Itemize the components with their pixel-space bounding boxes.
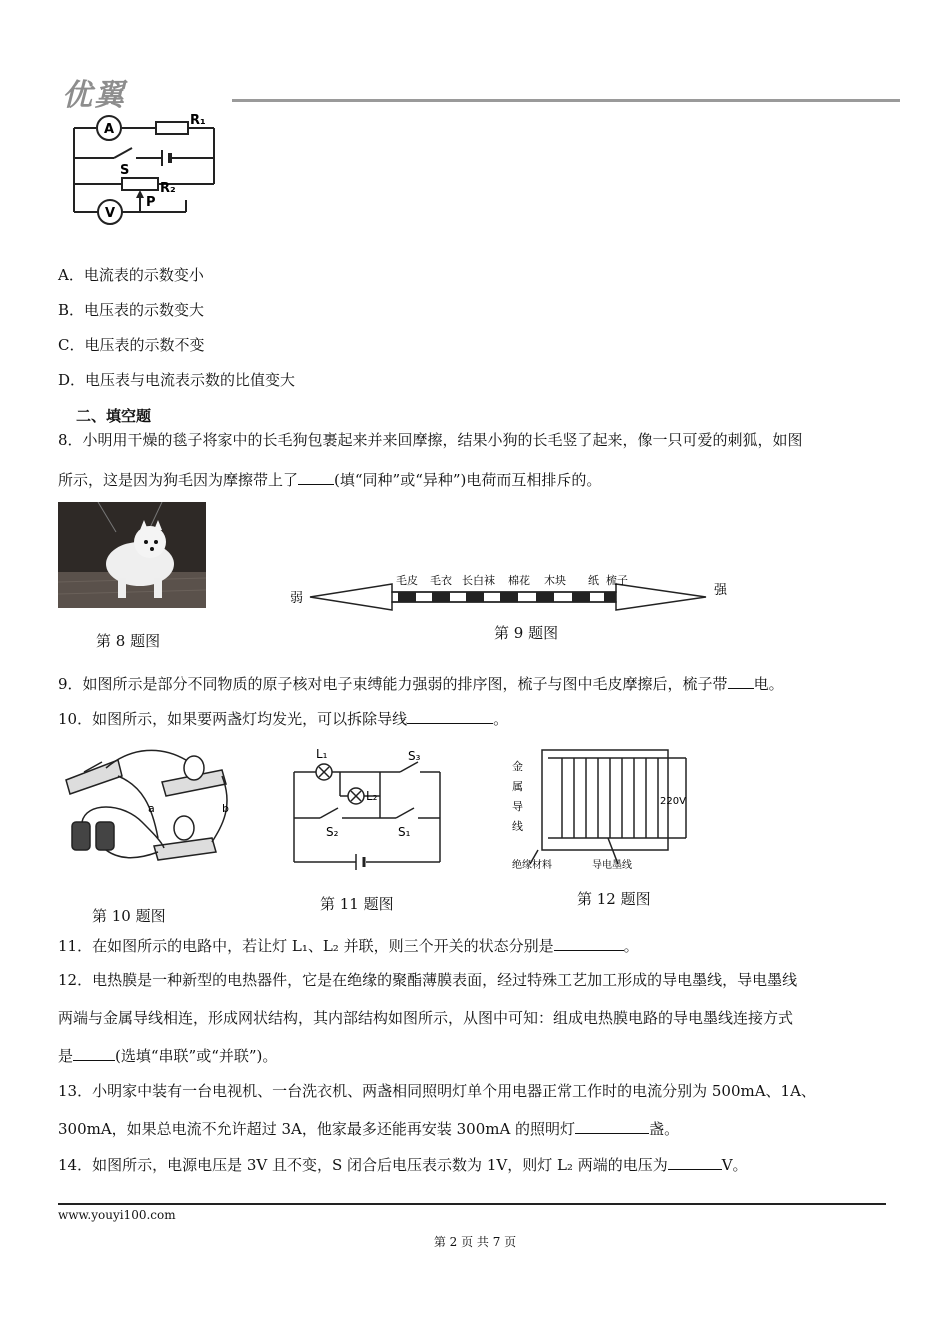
fig12-side-4: 线 [512,820,523,833]
fig9-material-6: 纸 [588,574,599,587]
fig9-material-7: 梳子 [606,574,628,587]
ammeter-label: A [103,122,115,137]
fig11-caption: 第 11 题图 [320,895,394,913]
q9-text-b: 电。 [753,675,784,693]
q13-line2 [58,1117,679,1139]
fig12-voltage: 220V [660,796,686,807]
fig9-material-4: 棉花 [508,574,530,587]
slider-label: P [146,195,156,210]
footer-website: www.youyi100.com [58,1208,176,1222]
option-c: C．电压表的示数不变 [58,336,205,354]
fig11-s2-label: S₂ [326,825,339,839]
q12-line3 [58,1044,277,1066]
footer-rule [58,1203,886,1205]
q8-line2b: (填“同种”或“异种”)电荷而互相排斥的。 [334,471,602,489]
fig10-caption: 第 10 题图 [92,907,166,925]
footer-page-label: 第 2 页 共 7 页 [433,1235,517,1249]
brand-logo: 优翼 [62,78,126,113]
fig10-wire-a: a [148,802,155,815]
q10-text [58,707,508,729]
voltmeter-label: V [104,206,116,221]
fig11-s3-label: S₃ [408,749,421,763]
fig11-s1-label: S₁ [398,825,411,839]
q8-line2a: 所示，这是因为狗毛因为摩擦带上了 [58,471,299,489]
fig9-material-5: 木块 [544,574,566,587]
q11-text-a: 11．在如图所示的电路中，若让灯 L₁、L₂ 并联，则三个开关的状态分别是 [58,937,554,955]
q13-line2b: 盏。 [649,1120,680,1138]
q8-line2 [58,468,601,490]
r2-label: R₂ [160,181,176,196]
fig10-wire-b: b [222,802,229,815]
fig9-strong-label: 强 [714,583,728,598]
fig12-side-1: 金 [512,760,523,773]
q14-text-a: 14．如图所示，电源电压是 3V 且不变，S 闭合后电压表示数为 1V，则灯 L₂ 两端的电压为 [58,1156,668,1174]
section-title: 二、填空题 [76,407,152,425]
fig12-caption: 第 12 题图 [577,890,651,908]
q14-blank[interactable] [668,1153,722,1170]
fig9-material-3: 长白袜 [462,574,495,587]
q11-text-b: 。 [623,937,639,955]
q13-line2a: 300mA，如果总电流不允许超过 3A，他家最多还能再安装 300mA 的照明灯 [58,1120,576,1138]
fig9-material-2: 毛衣 [430,574,452,587]
fig12-structure [508,744,698,870]
q13-line1: 13．小明家中装有一台电视机、一台洗衣机、两盏相同照明灯单个用电器正常工作时的电流分别为 500mA、1A、 [58,1082,816,1100]
dog-image [58,502,206,608]
fig12-side-2: 属 [512,780,523,793]
q8-line1: 8．小明用干燥的毯子将家中的长毛狗包裹起来并来回摩擦，结果小狗的长毛竖了起来，像一只可爱的刺狐，如图 [58,431,803,449]
fig9-material-1: 毛皮 [396,574,418,587]
q8-blank[interactable] [298,468,334,485]
fig11-l1-label: L₁ [316,747,328,761]
q9-text [58,672,784,694]
fig9-weak-label: 弱 [290,591,304,606]
q12-line3b: (选填“串联”或“并联”)。 [115,1047,278,1065]
fig9-scale [286,570,734,614]
header-rule [232,99,900,102]
switch-label: S [120,163,130,178]
q10-text-b: 。 [493,710,509,728]
q12-line2: 两端与金属导线相连，形成网状结构，其内部结构如图所示，从图中可知：组成电热膜电路的导电墨线连接方式 [58,1009,794,1027]
q12-line3a: 是 [58,1047,74,1065]
option-a: A．电流表的示数变小 [58,266,204,284]
fig11-circuit [286,746,454,872]
q10-text-a: 10．如图所示，如果要两盏灯均发光，可以拆除导线 [58,710,408,728]
fig12-insulation: 绝缘材料 [512,860,552,870]
q14-text [58,1153,748,1175]
q12-line1: 12．电热膜是一种新型的电热器件，它是在绝缘的聚酯薄膜表面，经过特殊工艺加工形成的导电墨线，导电墨线 [58,971,798,989]
fig12-side-3: 导 [512,800,523,813]
option-b: B．电压表的示数变大 [58,301,205,319]
q11-text [58,934,639,956]
q9-text-a: 9．如图所示是部分不同物质的原子核对电子束缚能力强弱的排序图，梳子与图中毛皮摩擦后，梳子带 [58,675,728,693]
option-d: D．电压表与电流表示数的比值变大 [58,371,296,389]
q10-blank[interactable] [407,707,493,724]
fig11-l2-label: L₂ [366,789,378,803]
q13-blank[interactable] [575,1117,649,1134]
dog-photo [58,502,206,608]
q12-blank[interactable] [73,1044,115,1061]
fig8-caption: 第 8 题图 [96,632,161,650]
r1-label: R₁ [190,113,206,128]
fig9-caption: 第 9 题图 [494,624,559,642]
q9-blank[interactable] [728,672,754,689]
q11-blank[interactable] [554,934,624,951]
q14-text-b: V。 [721,1156,748,1174]
fig12-ink-line: 导电墨线 [592,860,632,870]
fig10-circuit [62,746,234,864]
q7-circuit-figure [66,112,230,230]
